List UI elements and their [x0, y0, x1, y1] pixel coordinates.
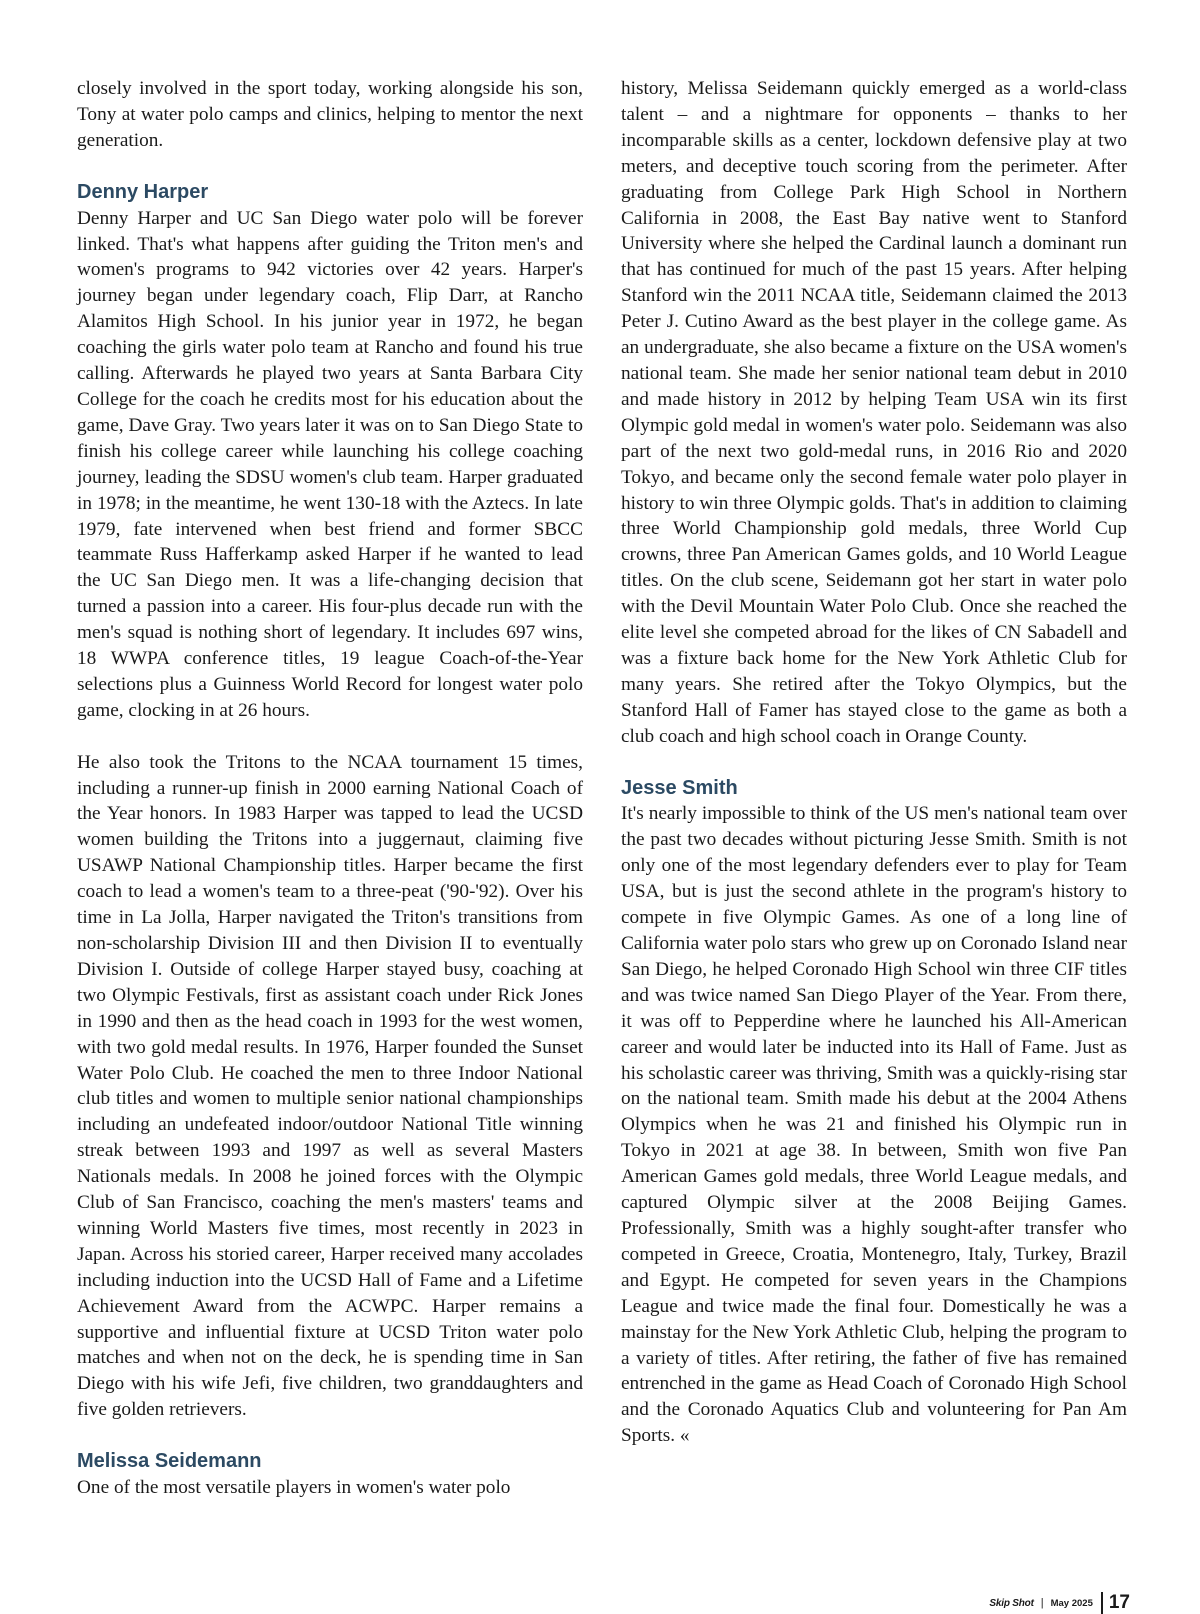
harper-paragraph-1: Denny Harper and UC San Diego water polo will be forever linked. That's what happens after guiding the Triton men's and women's programs to 942 victories over 42 years. Harper's journey began under legendary coach, Flip Darr, at Rancho Alamitos High School. In his junior year in 1972, he began coaching the girls water polo team at Rancho and found his true calling. Afterwards he played two years at Santa Barbara City College for the coach he credits most for his education about the game, Dave Gray. Two years later it was on to San Diego State to finish his college career while launching his college coaching journey, leading the SDSU women's club team. Harper graduated in 1978; in the meantime, he went 130-18 with the Aztecs. In late 1979, fate intervened when best friend and former SBCC teammate Russ Hafferkamp asked Harper if he wanted to lead the UC San Diego men. It was a life-changing decision that turned a passion into a career. His four-plus decade run with the men's squad is nothing short of legendary. It includes 697 wins, 18 WWPA conference titles, 19 league Coach-of-the-Year selections plus a Guinness World Record for longest water polo game, clocking in at 26 hours. [77, 207, 583, 721]
left-column [77, 76, 583, 1501]
intro-continued-paragraph: closely involved in the sport today, working alongside his son, Tony at water polo camps and clinics, helping to mentor the next generation. [77, 78, 583, 151]
seidemann-paragraph-continued: history, Melissa Seidemann quickly emerged as a world-class talent – and a nightmare for opponents – thanks to her incomparable skills as a center, lockdown defensive play at two meters, and deceptive touch scoring from the perimeter. After graduating from College Park High School in Northern California in 2008, the East Bay native went to Stanford University where she helped the Cardinal launch a dominant run that has continued for much of the past 15 years. After helping Stanford win the 2011 NCAA title, Seidemann claimed the 2013 Peter J. Cutino Award as the best player in the college game. As an undergraduate, she also became a fixture on the USA women's national team. She made her senior national team debut in 2010 and made history in 2012 by helping Team USA win its first Olympic gold medal in women's water polo. Seidemann was also part of the next two gold-medal runs, in 2016 Rio and 2020 Tokyo, and became only the second female water polo player in history to win three Olympic golds. That's in addition to claiming three World Championship gold medals, three World Cup crowns, three Pan American Games golds, and 10 World League titles. On the club scene, Seidemann got her start in water polo with the Devil Mountain Water Polo Club. Once she reached the elite level she competed abroad for the likes of CN Sabadell and was a fixture back home for the New York Athletic Club for many years. She retired after the Tokyo Olympics, but the Stanford Hall of Famer has stayed close to the game as both a club coach and high school coach in Orange County. [621, 78, 1127, 747]
smith-paragraph-1: It's nearly impossible to think of the US men's national team over the past two decades without picturing Jesse Smith. Smith is not only one of the most legendary defenders ever to play for Team USA, but is just the second athlete in the program's history to compete in five Olympic Games. As one of a long line of California water polo stars who grew up on Coronado Island near San Diego, he helped Coronado High School win three CIF titles and was twice named San Diego Player of the Year. From there, it was off to Pepperdine where he launched his All-American career and would later be inducted into its Hall of Fame. Just as his scholastic career was thriving, Smith was a quickly-rising star on the national team. Smith made his debut at the 2004 Athens Olympics when he was 21 and finished his Olympic run in Tokyo in 2021 at age 38. In between, Smith won five Pan American Games gold medals, three World League medals, and captured Olympic silver at the 2008 Beijing Games. Professionally, Smith was a highly sought-after transfer who competed in Greece, Croatia, Montenegro, Italy, Turkey, Brazil and Egypt. He competed for seven years in the Champions League and twice made the final four. Domestically he was a mainstay for the New York Athletic Club, helping the program to a variety of titles. After retiring, the father of five has remained entrenched in the game as Head Coach of Coronado High School and the Coronado Aquatics Club and volunteering for Pan Am Sports. « [621, 803, 1127, 1447]
page-footer [989, 1592, 1130, 1614]
page-number: 17 [1108, 1592, 1130, 1613]
smith-heading: Jesse Smith [621, 776, 738, 799]
right-column [621, 76, 1127, 1449]
seidemann-paragraph-start: One of the most versatile players in women's water polo [77, 1477, 511, 1499]
magazine-brand: Skip Shot [989, 1597, 1034, 1609]
footer-separator: | [1040, 1597, 1044, 1609]
footer-divider [1101, 1592, 1103, 1614]
seidemann-heading: Melissa Seidemann [77, 1450, 262, 1473]
harper-paragraph-2: He also took the Tritons to the NCAA tournament 15 times, including a runner-up finish in 2000 earning National Coach of the Year honors. In 1983 Harper was tapped to lead the UCSD women building the Tritons into a juggernaut, claiming five USAWP National Championship titles. Harper became the first coach to lead a women's team to a three-peat ('90-'92). Over his time in La Jolla, Harper navigated the Triton's transitions from non-scholarship Division III and then Division II to eventually Division I. Outside of college Harper stayed busy, coaching at two Olympic Festivals, first as assistant coach under Rick Jones in 1990 and then as the head coach in 1993 for the west women, with two gold medal results. In 1976, Harper founded the Sunset Water Polo Club. He coached the men to three Indoor National club titles and women to multiple senior national championships including an undefeated indoor/outdoor National Title winning streak between 1993 and 1997 as well as several Masters Nationals medals. In 2008 he joined forces with the Olympic Club of San Francisco, coaching the men's masters' teams and winning World Masters five times, most recently in 2023 in Japan. Across his storied career, Harper received many accolades including induction into the UCSD Hall of Fame and a Lifetime Achievement Award from the ACWPC. Harper remains a supportive and influential fixture at UCSD Triton water polo matches and when not on the deck, he is spending time in San Diego with his wife Jefi, five children, two granddaughters and five golden retrievers. [77, 751, 583, 1421]
issue-date: May 2025 [1050, 1597, 1093, 1609]
harper-heading: Denny Harper [77, 180, 209, 203]
